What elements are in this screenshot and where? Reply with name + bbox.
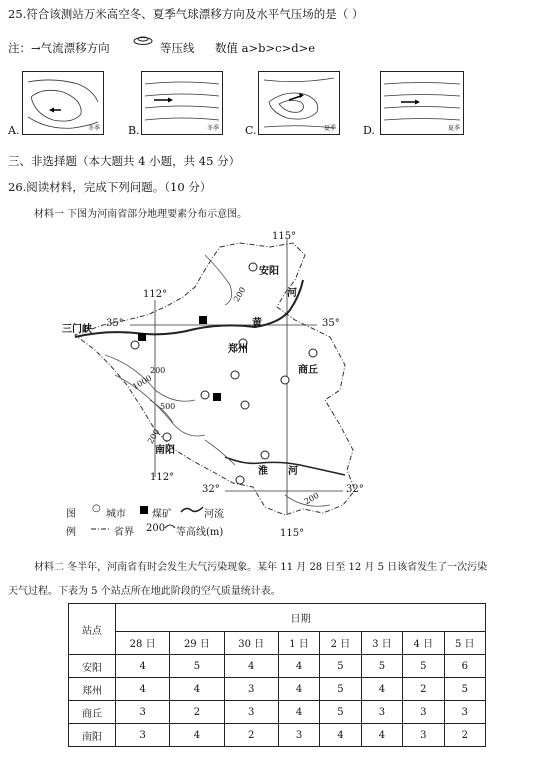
- legend-city-label: 城市: [106, 509, 126, 520]
- option-c-season: 夏季: [323, 125, 336, 132]
- value-cell: 4: [278, 678, 319, 701]
- value-cell: 4: [361, 678, 402, 701]
- q25-note-prefix: 注：→气流漂移方向: [8, 41, 110, 55]
- date-cell: 4 日: [403, 631, 444, 654]
- value-cell: 4: [278, 655, 319, 678]
- value-cell: 5: [403, 655, 444, 678]
- q26-stem: 26.阅读材料，完成下列问题。（10 分）: [8, 180, 212, 194]
- air-quality-table: [68, 603, 486, 747]
- material-two-line-1: 材料二 冬半年，河南省有时会发生大气污染现象。某年 11 月 28 日至 12 月 5 日该省发生了一次污染: [34, 562, 488, 573]
- contour-label: 200: [150, 366, 166, 375]
- station-cell: 南阳: [69, 724, 116, 747]
- value-cell: 2: [403, 678, 444, 701]
- value-cell: 2: [224, 724, 278, 747]
- legend-border-icon: [90, 525, 112, 533]
- value-cell: 2: [444, 724, 485, 747]
- date-cell: 5 日: [444, 631, 485, 654]
- option-d-diagram[interactable]: [380, 71, 464, 135]
- value-cell: 4: [116, 678, 170, 701]
- value-cell: 5: [320, 655, 361, 678]
- value-cell: 4: [170, 678, 224, 701]
- dates-row: [69, 631, 486, 654]
- value-cell: 3: [224, 678, 278, 701]
- lat-32-right-label: 32°: [346, 484, 364, 495]
- value-cell: 3: [116, 701, 170, 724]
- option-c-diagram[interactable]: [258, 71, 340, 135]
- value-cell: 3: [361, 701, 402, 724]
- legend-coal-label: 煤矿: [152, 509, 172, 520]
- river-huang-label: 黄: [252, 318, 262, 329]
- isobar-symbol-icon: [132, 34, 154, 46]
- station-cell: 安阳: [69, 655, 116, 678]
- legend-river-icon: [180, 504, 204, 516]
- value-cell: 4: [361, 724, 402, 747]
- material-one-caption: 材料一 下图为河南省部分地理要素分布示意图。: [34, 209, 248, 220]
- date-cell: 1 日: [278, 631, 319, 654]
- lat-35-right-label: 35°: [322, 318, 340, 329]
- legend-city-icon: ○: [92, 503, 101, 514]
- legend-contour-icon: [164, 522, 176, 534]
- q25-note-isobar: 等压线: [160, 41, 195, 55]
- q25-note-values: 数值 a>b>c>d>e: [215, 41, 316, 55]
- contour-label: 500: [160, 402, 176, 411]
- table-row: [69, 655, 486, 678]
- lon-115-bottom-label: 115°: [280, 528, 305, 539]
- contour-label: 200: [302, 490, 321, 507]
- lon-115-label: 115°: [272, 231, 297, 242]
- contour-label: 200: [145, 427, 162, 446]
- value-cell: 4: [278, 701, 319, 724]
- legend-contour-label: 等高线(m): [176, 527, 224, 538]
- value-cell: 3: [403, 701, 444, 724]
- lon-112-bottom-label: 112°: [150, 472, 175, 483]
- section-three-heading: 三、非选择题（本大题共 4 小题，共 45 分）: [8, 154, 241, 168]
- option-b-letter: B.: [128, 124, 140, 137]
- option-a-letter: A.: [8, 124, 20, 137]
- huai-river: [225, 457, 345, 475]
- lat-35-left-label: 35°: [106, 318, 124, 329]
- value-cell: 6: [444, 655, 485, 678]
- contour-label: 1000: [131, 373, 154, 392]
- material-two-line-2: 天气过程。下表为 5 个站点所在地此阶段的空气质量统计表。: [8, 586, 281, 597]
- option-d-season: 夏季: [447, 125, 460, 132]
- city-anyang-label: 安阳: [259, 266, 279, 277]
- date-cell: 3 日: [361, 631, 402, 654]
- date-header: 日期: [116, 604, 486, 632]
- value-cell: 5: [444, 678, 485, 701]
- henan-map: [55, 225, 385, 535]
- value-cell: 3: [444, 701, 485, 724]
- legend-border-label: 省界: [114, 527, 134, 538]
- value-cell: 3: [116, 724, 170, 747]
- table-row: [69, 678, 486, 701]
- river-he2-label: 河: [288, 466, 298, 477]
- value-cell: 5: [320, 678, 361, 701]
- city-nanyang-label: 南阳: [155, 445, 175, 456]
- station-cell: 郑州: [69, 678, 116, 701]
- legend-contour-value: 200: [146, 523, 166, 534]
- table-row: [69, 701, 486, 724]
- river-huai-label: 淮: [258, 466, 268, 477]
- legend-coal-icon: [140, 506, 148, 514]
- q25-stem: 25.符合该测站万米高空冬、夏季气球漂移方向及水平气压场的是（ ）: [8, 7, 364, 21]
- date-cell: 2 日: [320, 631, 361, 654]
- province-border: [75, 243, 355, 515]
- date-cell: 28 日: [116, 631, 170, 654]
- date-cell: 29 日: [170, 631, 224, 654]
- value-cell: 4: [170, 724, 224, 747]
- date-cell: 30 日: [224, 631, 278, 654]
- option-b-diagram[interactable]: [141, 71, 223, 135]
- value-cell: 5: [170, 655, 224, 678]
- value-cell: 3: [403, 724, 444, 747]
- legend-row1-label: 图: [66, 509, 76, 520]
- option-b-season: 冬季: [206, 125, 219, 132]
- table-row: [69, 724, 486, 747]
- city-sanmenxia-label: 三门峡: [62, 324, 92, 335]
- legend-row2-label: 例: [66, 527, 76, 538]
- lon-112-label: 112°: [143, 289, 168, 300]
- value-cell: 4: [116, 655, 170, 678]
- value-cell: 4: [320, 724, 361, 747]
- station-header: 站点: [69, 604, 116, 655]
- value-cell: 2: [170, 701, 224, 724]
- option-a-diagram[interactable]: [22, 71, 104, 135]
- contour-label: 200: [231, 285, 248, 304]
- value-cell: 3: [278, 724, 319, 747]
- value-cell: 5: [320, 701, 361, 724]
- value-cell: 3: [224, 701, 278, 724]
- option-c-letter: C.: [245, 124, 257, 137]
- option-a-season: 冬季: [87, 125, 100, 132]
- value-cell: 5: [361, 655, 402, 678]
- city-shangqiu-label: 商丘: [298, 365, 318, 376]
- value-cell: 4: [224, 655, 278, 678]
- river-he1-label: 河: [287, 288, 297, 299]
- lat-32-left-label: 32°: [202, 484, 220, 495]
- station-cell: 商丘: [69, 701, 116, 724]
- legend-river-label: 河流: [204, 509, 224, 520]
- city-zhengzhou-label: 郑州: [228, 344, 248, 355]
- option-d-letter: D.: [363, 124, 375, 137]
